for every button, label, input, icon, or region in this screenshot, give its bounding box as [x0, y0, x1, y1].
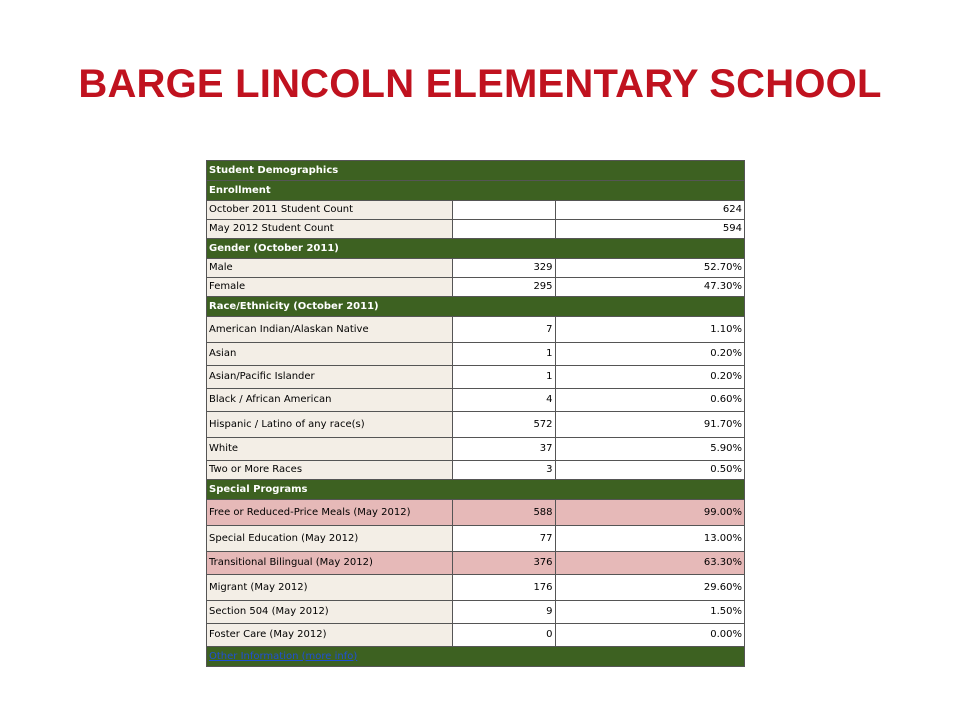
row-count: 0 — [452, 624, 555, 647]
section-label: Race/Ethnicity (October 2011) — [207, 297, 745, 317]
row-value: 0.60% — [555, 389, 744, 412]
row-count: 176 — [452, 575, 555, 601]
row-count: 4 — [452, 389, 555, 412]
table-row — [207, 438, 745, 461]
table-heading-row — [207, 161, 745, 181]
row-label: Black / African American — [207, 389, 453, 412]
row-count: 37 — [452, 438, 555, 461]
table-row — [207, 624, 745, 647]
row-value: 594 — [555, 220, 744, 239]
row-count — [452, 220, 555, 239]
row-value: 0.00% — [555, 624, 744, 647]
row-value: 99.00% — [555, 500, 744, 526]
table-row — [207, 526, 745, 552]
row-label: Section 504 (May 2012) — [207, 601, 453, 624]
table-heading: Student Demographics — [207, 161, 745, 181]
row-count — [452, 201, 555, 220]
row-count: 588 — [452, 500, 555, 526]
page-title: BARGE LINCOLN ELEMENTARY SCHOOL — [78, 62, 882, 106]
row-value: 13.00% — [555, 526, 744, 552]
table-row — [207, 389, 745, 412]
row-label: May 2012 Student Count — [207, 220, 453, 239]
row-label: Foster Care (May 2012) — [207, 624, 453, 647]
row-count: 77 — [452, 526, 555, 552]
table-row — [207, 220, 745, 239]
section-label: Enrollment — [207, 181, 745, 201]
section-header-programs — [207, 480, 745, 500]
row-count: 295 — [452, 278, 555, 297]
table-row — [207, 278, 745, 297]
row-count: 376 — [452, 552, 555, 575]
row-label: Transitional Bilingual (May 2012) — [207, 552, 453, 575]
row-value: 5.90% — [555, 438, 744, 461]
section-label: Special Programs — [207, 480, 745, 500]
section-header-enrollment — [207, 181, 745, 201]
row-count: 329 — [452, 259, 555, 278]
table-row — [207, 461, 745, 480]
row-value: 1.50% — [555, 601, 744, 624]
section-header-gender — [207, 239, 745, 259]
table-row — [207, 201, 745, 220]
row-label: Two or More Races — [207, 461, 453, 480]
table-row — [207, 552, 745, 575]
row-value: 0.50% — [555, 461, 744, 480]
row-value: 47.30% — [555, 278, 744, 297]
row-value: 1.10% — [555, 317, 744, 343]
section-header-race — [207, 297, 745, 317]
table-row — [207, 317, 745, 343]
row-label: Migrant (May 2012) — [207, 575, 453, 601]
row-count: 1 — [452, 343, 555, 366]
row-label: October 2011 Student Count — [207, 201, 453, 220]
table-row — [207, 575, 745, 601]
table-row — [207, 259, 745, 278]
row-value: 624 — [555, 201, 744, 220]
row-value: 63.30% — [555, 552, 744, 575]
row-label: Female — [207, 278, 453, 297]
row-value: 0.20% — [555, 343, 744, 366]
table-row — [207, 412, 745, 438]
row-value: 52.70% — [555, 259, 744, 278]
row-label: Special Education (May 2012) — [207, 526, 453, 552]
row-count: 3 — [452, 461, 555, 480]
row-label: American Indian/Alaskan Native — [207, 317, 453, 343]
row-value: 29.60% — [555, 575, 744, 601]
row-count: 7 — [452, 317, 555, 343]
row-label: Male — [207, 259, 453, 278]
row-value: 91.70% — [555, 412, 744, 438]
table-footer-row — [207, 647, 745, 667]
demographics-table — [206, 160, 745, 667]
row-count: 572 — [452, 412, 555, 438]
row-label: Free or Reduced-Price Meals (May 2012) — [207, 500, 453, 526]
row-label: Asian — [207, 343, 453, 366]
table-row — [207, 500, 745, 526]
row-label: Asian/Pacific Islander — [207, 366, 453, 389]
row-value: 0.20% — [555, 366, 744, 389]
row-label: White — [207, 438, 453, 461]
table-row — [207, 343, 745, 366]
other-information-link[interactable]: Other Information (more info) — [209, 650, 358, 662]
table-row — [207, 366, 745, 389]
table-footer — [207, 647, 745, 667]
section-label: Gender (October 2011) — [207, 239, 745, 259]
row-label: Hispanic / Latino of any race(s) — [207, 412, 453, 438]
table-row — [207, 601, 745, 624]
row-count: 9 — [452, 601, 555, 624]
row-count: 1 — [452, 366, 555, 389]
